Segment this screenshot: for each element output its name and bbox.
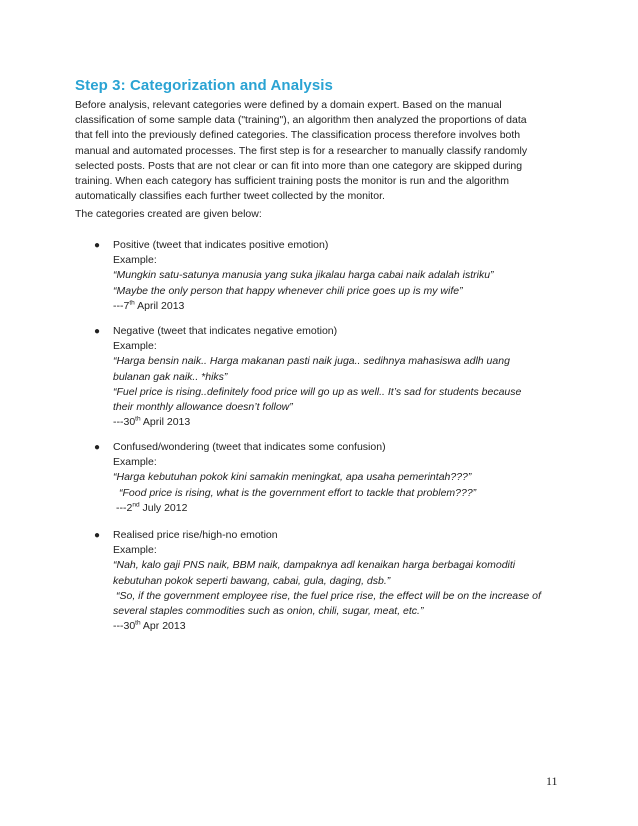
intro-line: classification of some sample data ("training"), an algorithm then analyzed the proportions of data	[75, 114, 527, 127]
section-heading: Step 3: Categorization and Analysis	[75, 77, 333, 94]
example-date	[113, 501, 583, 516]
date-prefix: ---30	[113, 620, 136, 633]
date-ordinal: th	[129, 299, 135, 307]
example-quote: “Harga bensin naik.. Harga makanan pasti naik juga.. sedihnya mahasiswa adlh uang	[113, 355, 510, 368]
category-title: Negative (tweet that indicates negative emotion)	[113, 325, 338, 337]
category-title: Confused/wondering (tweet that indicates some confusion)	[113, 441, 386, 453]
example-label: Example:	[113, 544, 157, 557]
category-title: Positive (tweet that indicates positive emotion)	[113, 239, 329, 251]
intro-line: selected posts. Posts that are not clear or can fit into more than one category are skipped during	[75, 159, 523, 172]
example-quote: kebutuhan pokok seperti bawang, cabai, gula, daging, dsb.”	[113, 574, 391, 587]
category-body	[113, 238, 583, 314]
example-quote: “Nah, kalo gaji PNS naik, BBM naik, dampaknya adl kenaikan harga berbagai komoditi	[113, 559, 516, 572]
intro-paragraph	[75, 98, 565, 204]
bullet-icon: ●	[94, 530, 101, 541]
example-quote: “Mungkin satu-satunya manusia yang suka jikalau harga cabai naik adalah istriku”	[113, 269, 494, 282]
intro-line: automatically classifies each further tweet collected by the monitor.	[75, 190, 385, 203]
date-prefix: ---30	[113, 416, 136, 429]
example-quote: “Harga kebutuhan pokok kini samakin meningkat, apa usaha pemerintah???”	[113, 471, 472, 484]
date-ordinal: th	[135, 415, 141, 423]
example-quote: several staples commodities such as onion, chili, sugar, meat, etc.”	[113, 605, 424, 618]
page-number: 11	[546, 774, 558, 788]
example-quote: their monthly allowance doesn’t follow”	[113, 401, 293, 414]
date-prefix: ---7	[113, 299, 130, 312]
intro-line: manual and automated processes. The first step is for a researcher to manually classify randomly	[75, 144, 528, 157]
intro-line: that fell into the previously defined categories. The classification process therefore involves both	[75, 129, 521, 142]
categories-lead: The categories created are given below:	[75, 208, 262, 220]
bullet-icon: ●	[94, 326, 101, 337]
intro-line: Before analysis, relevant categories were defined by a domain expert. Based on the manual	[75, 99, 502, 111]
example-quote: bulanan gak naik.. *hiks”	[113, 370, 228, 383]
bullet-icon: ●	[94, 240, 101, 251]
date-suffix: July 2012	[139, 501, 188, 514]
date-ordinal: nd	[132, 501, 140, 509]
category-body	[113, 324, 583, 430]
intro-line: training. When each category has sufficient training posts the monitor is run and the algorithm	[75, 175, 510, 188]
example-date	[113, 415, 583, 430]
bullet-icon: ●	[94, 442, 101, 453]
date-suffix: April 2013	[140, 416, 191, 429]
example-date	[113, 619, 583, 634]
example-label: Example:	[113, 340, 157, 353]
example-label: Example:	[113, 254, 157, 267]
date-prefix: ---2	[116, 501, 133, 514]
date-suffix: April 2013	[134, 299, 185, 312]
example-date	[113, 299, 583, 314]
date-ordinal: th	[135, 619, 141, 627]
example-quote: “Food price is rising, what is the government effort to tackle that problem???”	[119, 486, 477, 499]
category-body	[113, 440, 583, 516]
example-quote: “Maybe the only person that happy whenever chili price goes up is my wife”	[113, 284, 463, 297]
example-label: Example:	[113, 456, 157, 469]
example-quote: “Fuel price is rising..definitely food price will go up as well.. It’s sad for students because	[113, 385, 522, 398]
example-quote: “So, if the government employee rise, the fuel price rise, the effect will be on the increase of	[116, 589, 541, 602]
category-title: Realised price rise/high-no emotion	[113, 529, 278, 541]
category-body	[113, 528, 583, 634]
date-suffix: Apr 2013	[140, 620, 186, 633]
